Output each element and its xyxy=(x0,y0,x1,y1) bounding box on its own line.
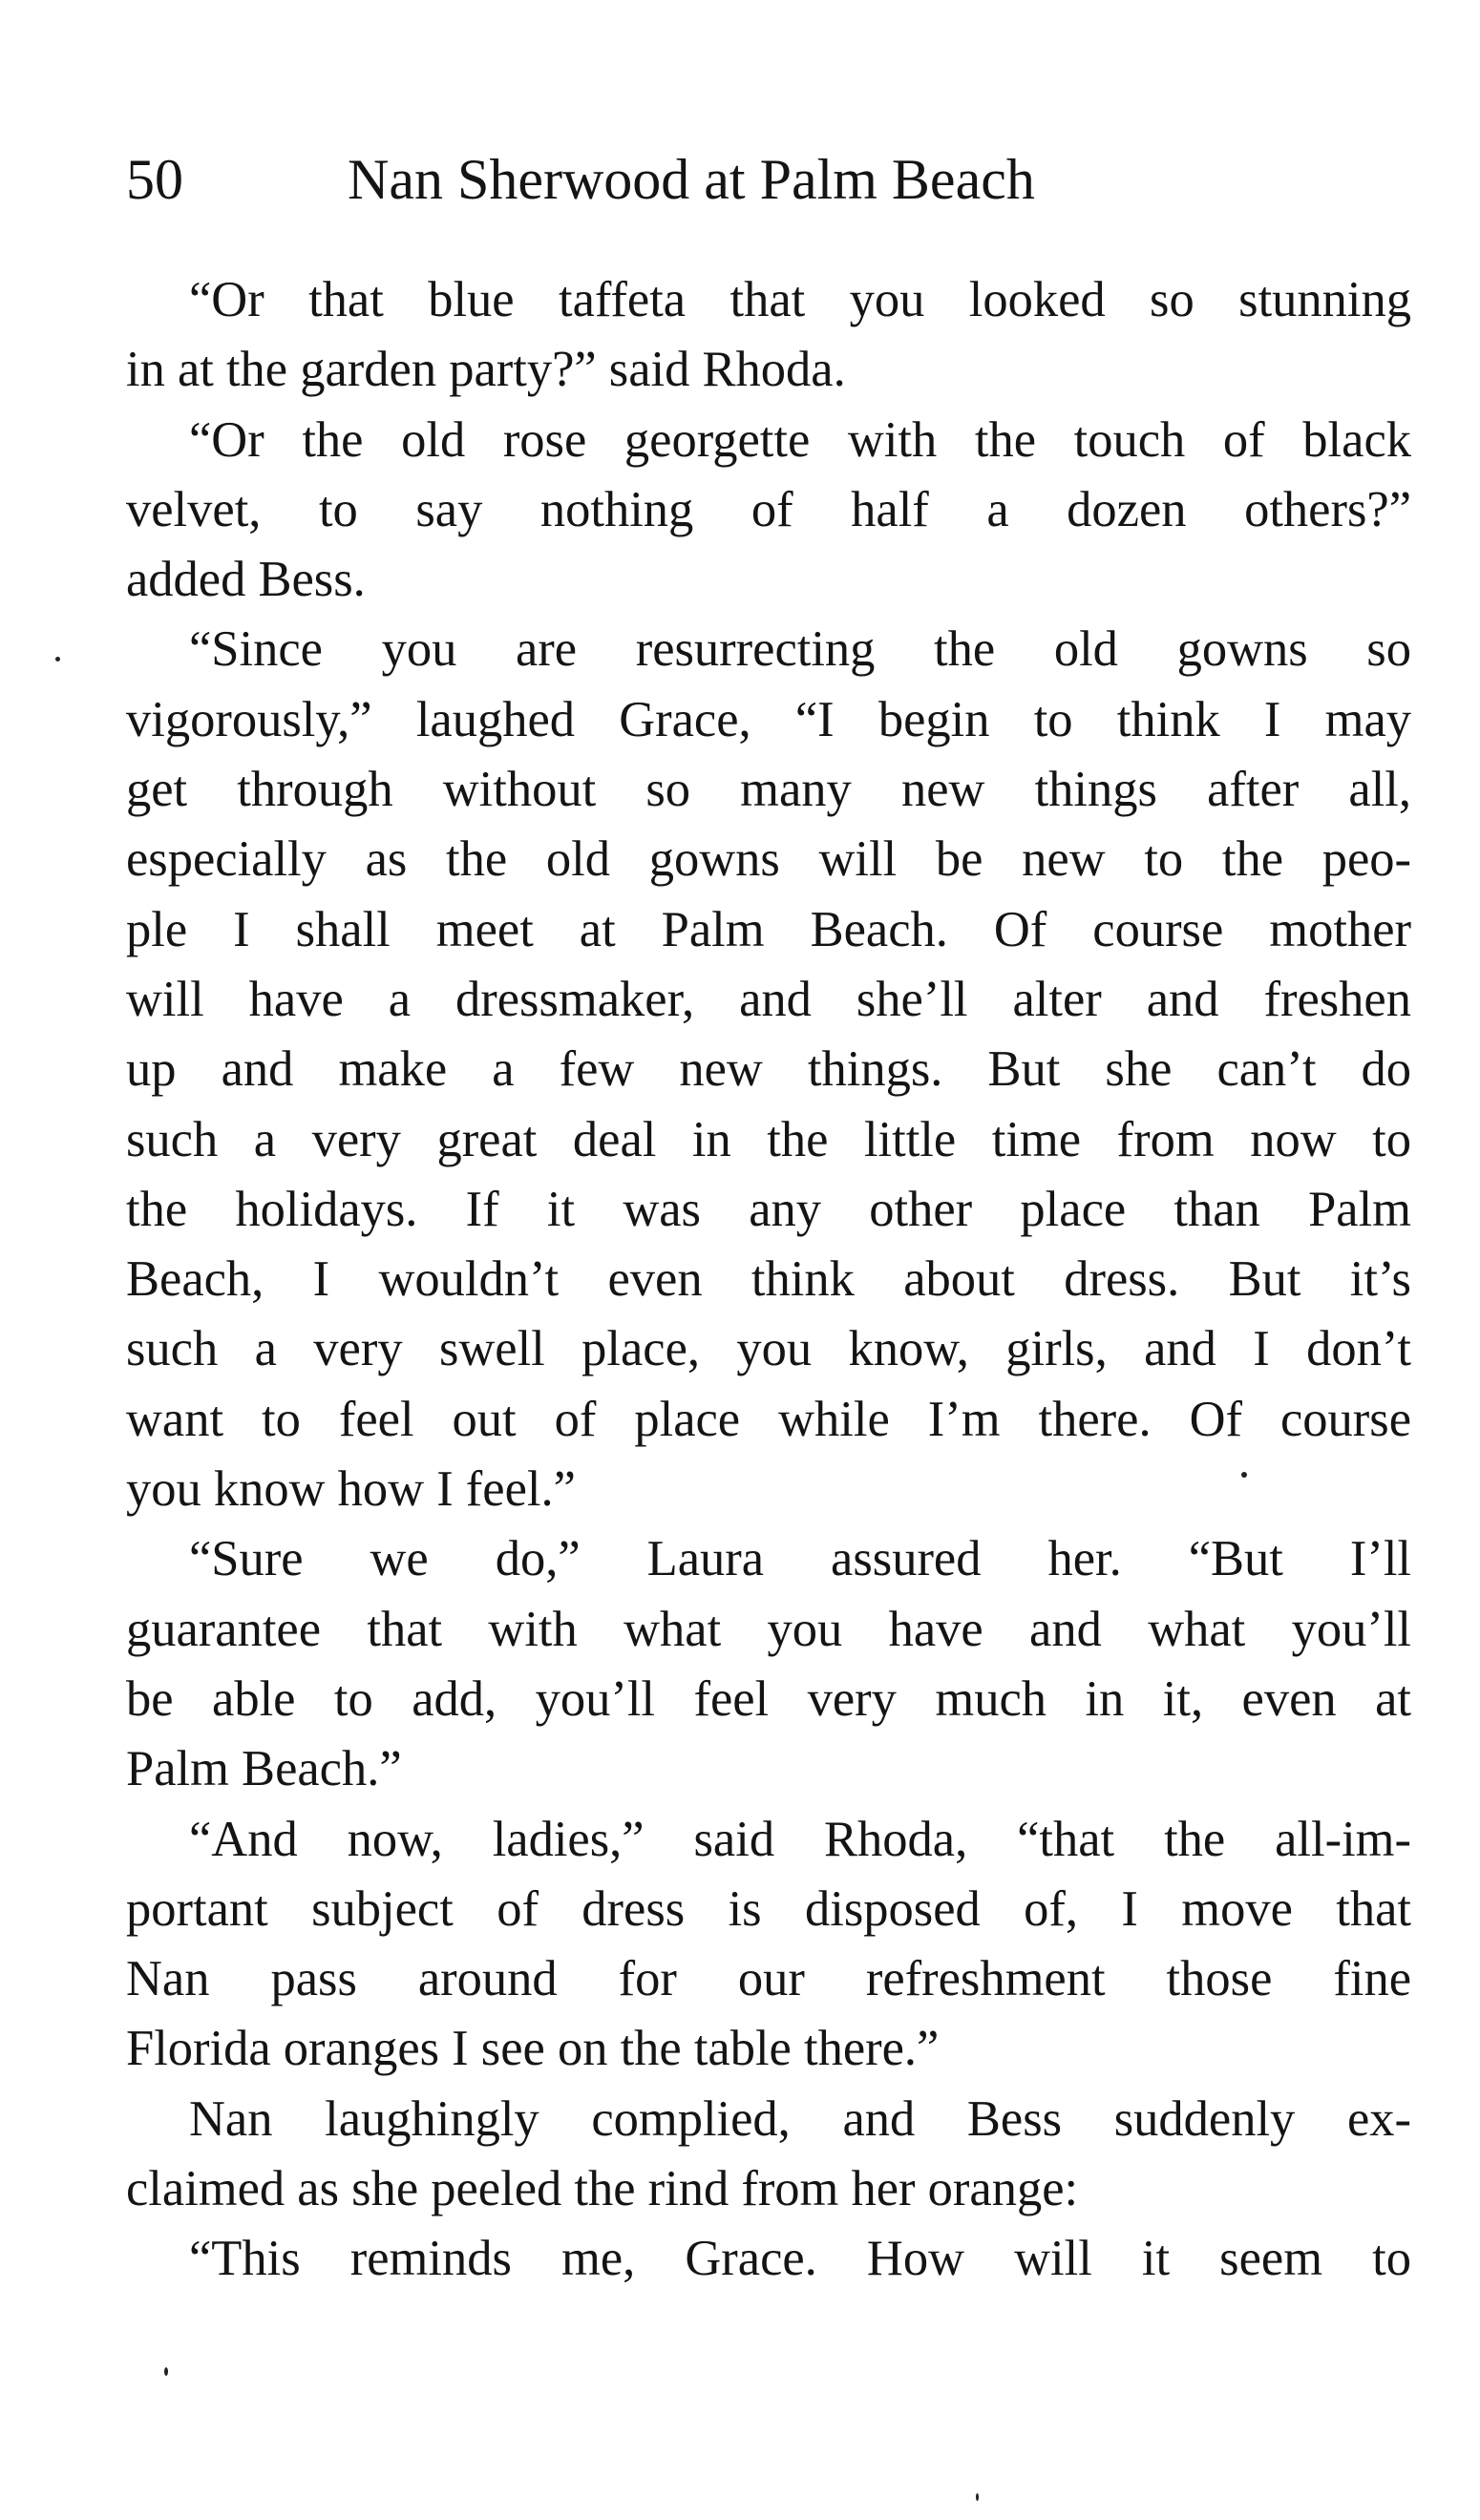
running-head: Nan Sherwood at Palm Beach xyxy=(348,148,1035,211)
page-header xyxy=(126,141,1386,218)
text-line: “And now, ladies,” said Rhoda, “that the all-im- xyxy=(189,1811,1411,1867)
text-line: such a very swell place, you know, girls, and I don’t xyxy=(126,1321,1411,1377)
text-line: especially as the old gowns will be new to the peo- xyxy=(126,831,1411,888)
body-text xyxy=(126,265,1411,2295)
text-line: will have a dressmaker, and she’ll alter and freshen xyxy=(126,971,1411,1027)
scan-speck xyxy=(1241,1472,1247,1478)
text-line: “This reminds me, Grace. How will it seem to xyxy=(189,2231,1411,2287)
text-line: “Or that blue taffeta that you looked so stunning xyxy=(189,272,1411,327)
text-line: be able to add, you’ll feel very much in it, even at xyxy=(126,1670,1411,1727)
text-line: such a very great deal in the little time from now to xyxy=(126,1111,1411,1167)
scan-speck xyxy=(55,657,60,662)
text-line: ple I shall meet at Palm Beach. Of course mother xyxy=(126,901,1411,957)
page-number: 50 xyxy=(126,148,183,211)
text-line: claimed as she peeled the rind from her orange: xyxy=(126,2161,1079,2217)
text-line: get through without so many new things after all, xyxy=(126,762,1411,818)
text-line: Nan laughingly complied, and Bess suddenly ex- xyxy=(189,2090,1411,2147)
text-line: Nan pass around for our refreshment those fine xyxy=(126,1951,1411,2007)
text-line: you know how I feel.” xyxy=(126,1461,576,1518)
scan-speck xyxy=(976,2493,979,2501)
text-line: vigorously,” laughed Grace, “I begin to think I may xyxy=(126,691,1411,747)
text-line: “Or the old rose georgette with the touch of black xyxy=(189,411,1411,468)
text-line: portant subject of dress is disposed of, I move that xyxy=(126,1880,1411,1937)
text-line: added Bess. xyxy=(126,552,366,608)
text-line: Florida oranges I see on the table there.” xyxy=(126,2021,940,2077)
text-line: velvet, to say nothing of half a dozen others?” xyxy=(126,481,1411,537)
text-line: “Sure we do,” Laura assured her. “But I’ll xyxy=(189,1531,1411,1587)
text-line: Beach, I wouldn’t even think about dress. But it’s xyxy=(126,1251,1411,1308)
text-line: want to feel out of place while I’m there. Of course xyxy=(126,1391,1411,1447)
text-line: the holidays. If it was any other place than Palm xyxy=(126,1181,1411,1237)
text-line: guarantee that with what you have and what you’ll xyxy=(126,1601,1411,1657)
text-line: up and make a few new things. But she can’t do xyxy=(126,1041,1411,1098)
text-line: Palm Beach.” xyxy=(126,1741,402,1797)
scan-speck xyxy=(164,2367,168,2376)
text-line: “Since you are resurrecting the old gowns so xyxy=(189,621,1411,678)
text-line: in at the garden party?” said Rhoda. xyxy=(126,342,846,398)
